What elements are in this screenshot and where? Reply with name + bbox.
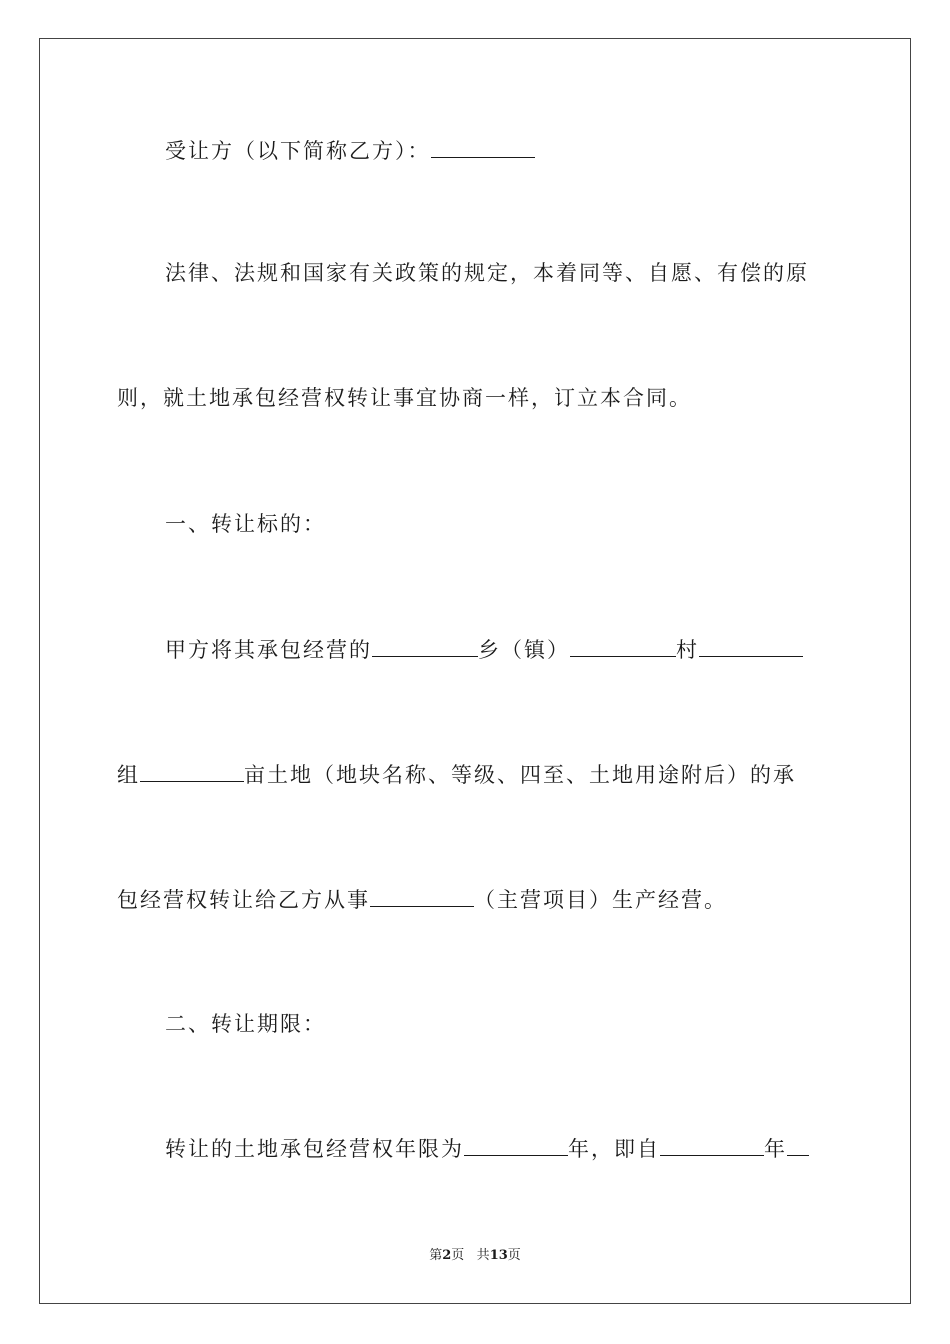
paragraph-text: 年 <box>764 1137 787 1161</box>
paragraph-text: 包经营权转让给乙方从事 <box>117 888 370 912</box>
footer-page-prefix: 第 <box>429 1248 443 1263</box>
paragraph-text: 甲方将其承包经营的 <box>165 638 372 662</box>
page-footer <box>0 1247 950 1265</box>
acreage-blank[interactable] <box>140 759 244 782</box>
page-border <box>39 38 911 1304</box>
section-heading-transfer-period <box>165 1009 837 1039</box>
paragraph-text: （主营项目）生产经营。 <box>474 888 727 912</box>
start-year-blank[interactable] <box>660 1133 764 1156</box>
section-heading-text: 一、转让标的： <box>165 512 326 536</box>
paragraph-line <box>165 634 837 665</box>
term-years-blank[interactable] <box>464 1133 568 1156</box>
paragraph-text: 年，即自 <box>568 1137 660 1161</box>
paragraph-line <box>117 884 837 915</box>
footer-page-unit: 页 <box>451 1248 465 1263</box>
footer-total-unit: 页 <box>507 1248 521 1263</box>
paragraph-text: 组 <box>117 763 140 787</box>
start-month-blank[interactable] <box>787 1133 809 1156</box>
paragraph-line <box>117 759 837 790</box>
footer-total-number: 13 <box>489 1248 508 1263</box>
footer-page-number: 2 <box>442 1248 452 1263</box>
transferee-line <box>165 135 837 166</box>
paragraph-line <box>165 258 837 288</box>
paragraph-text: 法律、法规和国家有关政策的规定，本着同等、自愿、有偿的原 <box>165 261 809 285</box>
business-item-blank[interactable] <box>370 884 474 907</box>
village-blank[interactable] <box>570 634 676 657</box>
paragraph-text: 转让的土地承包经营权年限为 <box>165 1137 464 1161</box>
paragraph-text: 则，就土地承包经营权转让事宜协商一样，订立本合同。 <box>117 386 692 410</box>
section-heading-transfer-subject <box>165 509 837 539</box>
transferee-label: 受让方（以下简称乙方）： <box>165 139 431 163</box>
paragraph-line <box>117 383 837 413</box>
transferee-blank[interactable] <box>431 135 535 158</box>
paragraph-text: 村 <box>676 638 699 662</box>
section-heading-text: 二、转让期限： <box>165 1012 326 1036</box>
paragraph-text: 亩土地（地块名称、等级、四至、土地用途附后）的承 <box>244 763 796 787</box>
township-blank[interactable] <box>372 634 478 657</box>
paragraph-line <box>165 1133 837 1164</box>
group-blank[interactable] <box>699 634 803 657</box>
footer-total-prefix: 共 <box>476 1248 490 1263</box>
paragraph-text: 乡（镇） <box>478 638 570 662</box>
